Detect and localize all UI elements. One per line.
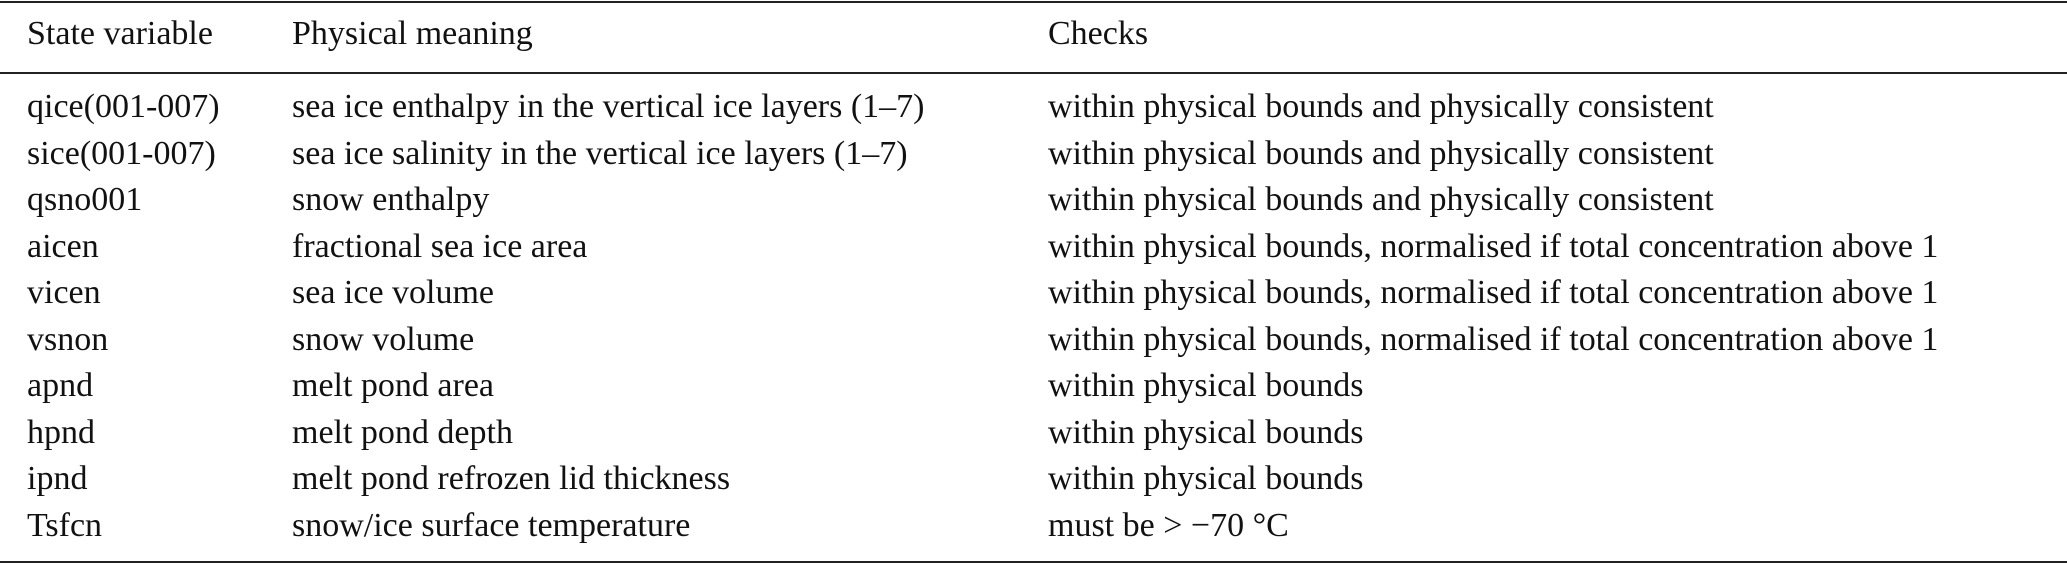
bottom-rule: [0, 561, 2067, 563]
state-variable-cell: vsnon: [27, 320, 109, 358]
checks-cell: within physical bounds and physically consistent: [1048, 88, 1714, 125]
header-rule: [0, 72, 2067, 74]
physical-meaning-cell: snow volume: [292, 320, 475, 358]
physical-meaning-cell: melt pond area: [292, 367, 495, 404]
checks-cell: within physical bounds: [1048, 367, 1364, 404]
physical-meaning-cell: sea ice enthalpy in the vertical ice layers (1–7): [292, 88, 925, 125]
state-variable-cell: qsno001: [27, 181, 143, 218]
checks-cell: must be > −70 °C: [1048, 506, 1289, 544]
table-row: [0, 317, 2067, 364]
state-variable-cell: hpnd: [27, 413, 95, 451]
table-row: [0, 270, 2067, 317]
header-checks: Checks: [1048, 15, 1149, 52]
state-variable-cell: sice(001-007): [27, 134, 216, 172]
checks-cell: within physical bounds, normalised if total concentration above 1: [1048, 227, 1939, 265]
physical-meaning-cell: melt pond depth: [292, 413, 513, 451]
table-header-row: [0, 11, 2067, 57]
state-variable-cell: Tsfcn: [27, 506, 103, 544]
physical-meaning-cell: fractional sea ice area: [292, 227, 588, 265]
physical-meaning-cell: sea ice salinity in the vertical ice layers (1–7): [292, 134, 908, 172]
table-row: [0, 363, 2067, 410]
header-physical-meaning: Physical meaning: [292, 15, 533, 52]
checks-cell: within physical bounds and physically consistent: [1048, 134, 1714, 172]
top-rule: [0, 1, 2067, 3]
physical-meaning-cell: snow/ice surface temperature: [292, 506, 691, 544]
physical-meaning-cell: sea ice volume: [292, 274, 495, 311]
table-row: [0, 177, 2067, 224]
table-row: [0, 224, 2067, 271]
table-row: [0, 410, 2067, 457]
state-variable-cell: vicen: [27, 274, 101, 311]
state-variable-cell: aicen: [27, 227, 99, 265]
checks-cell: within physical bounds, normalised if total concentration above 1: [1048, 320, 1939, 358]
state-variable-cell: apnd: [27, 367, 94, 404]
state-variable-cell: ipnd: [27, 460, 88, 497]
table-body: [0, 84, 2067, 549]
table-row: [0, 131, 2067, 178]
checks-cell: within physical bounds, normalised if total concentration above 1: [1048, 274, 1939, 311]
checks-cell: within physical bounds: [1048, 413, 1364, 451]
table-row: [0, 84, 2067, 131]
physical-meaning-cell: melt pond refrozen lid thickness: [292, 460, 731, 497]
checks-cell: within physical bounds and physically consistent: [1048, 181, 1714, 218]
checks-cell: within physical bounds: [1048, 460, 1364, 497]
header-state-variable: State variable: [27, 15, 213, 52]
table-row: [0, 503, 2067, 550]
table-row: [0, 456, 2067, 503]
physical-meaning-cell: snow enthalpy: [292, 181, 490, 218]
state-variable-cell: qice(001-007): [27, 88, 220, 125]
